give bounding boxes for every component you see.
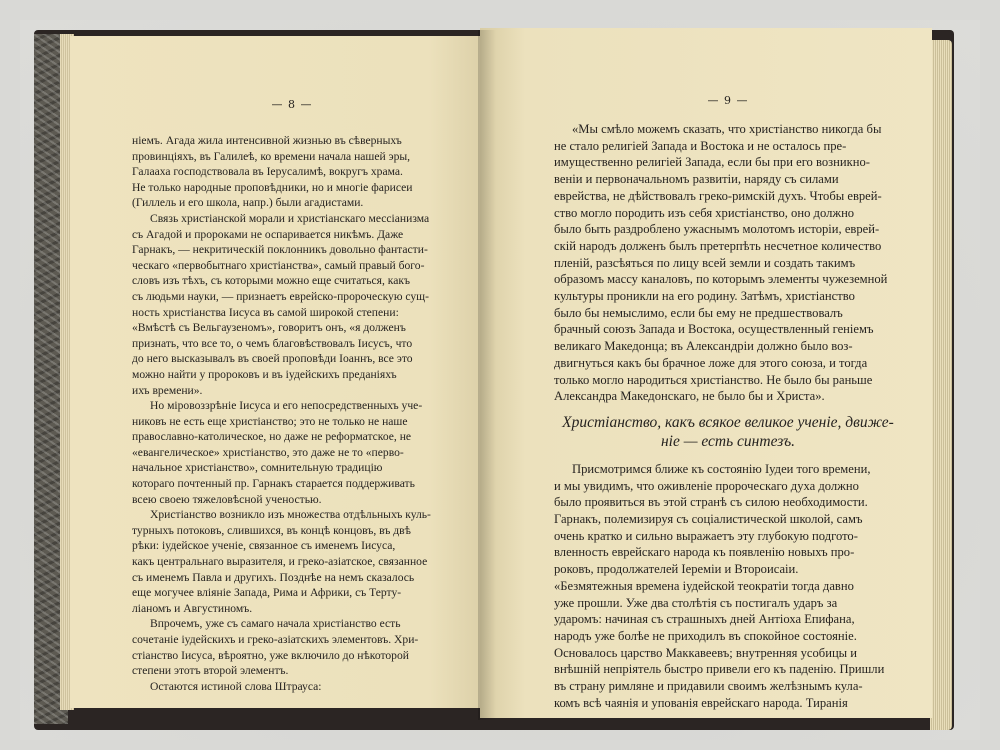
text-line: словъ изъ тѣхъ, съ которыми можно еще считаться, какъ — [132, 274, 410, 288]
page-number-left: — 8 — — [271, 98, 313, 111]
text-line: «евангелическое» христіанство, это даже не то «перво- — [132, 445, 404, 459]
text-line: ческаго «первобытнаго христіанства», самый правый бого- — [132, 258, 425, 272]
text-line: Гарнакъ, полемизируя съ соціалистической школой, самъ — [554, 512, 863, 527]
text-line: Гарнакъ, — некритическій поклонникъ довольно фантасти- — [132, 243, 428, 257]
right-page-edges — [930, 40, 952, 730]
text-line: начальное христіанство», сомнительную традицію — [132, 461, 383, 475]
text-line: скій народъ долженъ былъ претерпѣть несчетное количество — [554, 238, 882, 253]
text-line: стіанство Іисуса, вѣроятно, уже включило до нѣкоторой — [132, 648, 409, 662]
book-gutter — [478, 30, 496, 720]
text-line: было проявиться въ этой странѣ съ силою необходимости. — [554, 495, 868, 510]
text-line: Александра Македонскаго, не было бы и Христа». — [554, 389, 825, 404]
text-line: было бы немыслимо, если бы ему не предшествовалъ — [554, 305, 843, 320]
section-heading — [554, 413, 902, 451]
text-line: образомъ массу каналовъ, по которымъ элементы чужеземной — [554, 272, 888, 287]
text-line: (Гиллель и его школа, напр.) были агадистами. — [132, 196, 364, 210]
text-line: пленій, разсѣяться по лицу всей земли и создать такимъ — [554, 255, 856, 270]
left-page-text — [132, 133, 452, 694]
text-line: было быть раздроблено ужаснымъ молотомъ исторіи, еврей- — [554, 222, 880, 237]
text-line: еврейства, не дѣйствовалъ греко-римскій духъ. Чтобы еврей- — [554, 188, 882, 203]
text-line: никовъ не есть еще христіанство; это не только не наше — [132, 414, 408, 428]
text-line: всею своею тяжеловѣсной ученостью. — [132, 492, 322, 506]
text-line: народъ уже болѣе не приходилъ въ спокойное состояніе. — [554, 628, 857, 643]
text-line: Галааха господствовала въ Іерусалимѣ, вокругъ храма. — [132, 165, 403, 179]
text-line: ихъ времени». — [132, 383, 203, 397]
text-line: съ именемъ Павла и другихъ. Позднѣе на немъ сказалось — [132, 570, 415, 584]
text-line: ніемъ. Агада жила интенсивной жизнью въ сѣверныхъ — [132, 134, 402, 147]
text-line: до него высказывалъ въ своей проповѣди Іоаннъ, все это — [132, 352, 413, 366]
text-line: ліаномъ и Августиномъ. — [132, 601, 253, 615]
text-line: степени этотъ второй элементъ. — [132, 664, 289, 678]
text-line: Впрочемъ, уже съ самаго начала христіанство есть — [150, 617, 401, 631]
strauss-quote — [554, 121, 902, 405]
text-line: съ людьми науки, — признаетъ еврейско-пророческую сущ- — [132, 289, 429, 303]
text-line: имущественно религіей Запада, если бы при его возникно- — [554, 155, 870, 170]
text-line: только могло народиться христіанство. Не было бы раньше — [554, 372, 873, 387]
right-page — [480, 28, 932, 718]
text-line: культуры проникли на его родину. Затѣмъ, христіанство — [554, 289, 855, 304]
text-line: очень кратко и сильно выражаетъ эту глубокую подгото- — [554, 528, 858, 543]
text-line: въ страну римляне и придавили своимъ желѣзнымъ кула- — [554, 679, 863, 694]
text-line: еще могучее вліяніе Запада, Рима и Африки, съ Терту- — [132, 586, 402, 600]
text-line: двигнуться какъ бы брачное ложе для этого союза, и тогда — [554, 355, 868, 370]
text-line: внѣшній непріятель быстро привели его къ паденію. Пришли — [554, 662, 885, 677]
text-line: веніи и первоначальномъ развитіи, наряду съ силами — [554, 172, 839, 187]
page-number-right: — 9 — — [707, 94, 749, 107]
section-heading-line-2: ніе — есть синтезъ. — [660, 432, 796, 450]
text-line: брачный союзъ Запада и Востока, осуществленный геніемъ — [554, 322, 874, 337]
right-page-body — [554, 461, 902, 712]
text-line: Присмотримся ближе къ состоянію Іудеи того времени, — [572, 461, 871, 476]
text-line: роковъ, продолжателей Іереміи и Второисаіи. — [554, 562, 799, 577]
text-line: ность христіанства Іисуса въ самой широкой степени: — [132, 305, 399, 319]
text-line: Основалось царство Маккавеевъ; внутренняя усобицы и — [554, 645, 858, 660]
text-line: уже прошли. Уже два столѣтія съ постигалъ ударъ за — [554, 595, 838, 610]
text-line: православно-католическое, но даже не реформатское, не — [132, 430, 412, 444]
text-line: и мы увидимъ, что оживленіе пророческаго духа должно — [554, 478, 859, 493]
text-line: рѣки: іудейское ученіе, связанное съ именемъ Іисуса, — [132, 539, 396, 553]
text-line: Не только народные проповѣдники, но и многіе фарисеи — [132, 180, 413, 194]
text-line: вленность еврейскаго народа къ появленію новыхъ про- — [554, 545, 855, 560]
text-line: признать, что все то, о чемъ благовѣствовалъ Іисусъ, что — [132, 336, 413, 350]
text-line: какъ центральнаго выразителя, и греко-азіатское, связанное — [132, 555, 428, 569]
text-line: можно найти у пророковъ и въ іудейскихъ преданіяхъ — [132, 367, 397, 381]
text-line: ство могло породить изъ себя христіанство, оно должно — [554, 205, 855, 220]
text-line: сочетаніе іудейскихъ и греко-азіатскихъ элементовъ. Хри- — [132, 633, 419, 646]
left-page — [70, 36, 492, 708]
text-line: «Мы смѣло можемъ сказать, что христіанство никогда бы — [572, 122, 882, 136]
text-line: ударомъ: начиная съ страшныхъ дней Антіоха Епифана, — [554, 612, 855, 627]
text-line: Связь христіанской морали и христіанскаго мессіанизма — [150, 211, 430, 225]
text-line: Христіанство возникло изъ множества отдѣльныхъ куль- — [150, 508, 431, 522]
text-line: Но міровоззрѣніе Іисуса и его непосредственныхъ уче- — [150, 399, 423, 413]
text-line: не стало религіей Запада и Востока и не осталось пре- — [554, 138, 847, 153]
text-line: Остаются истиной слова Штрауса: — [150, 679, 322, 693]
text-line: «Вмѣстѣ съ Вельгаузеномъ», говоритъ онъ, «я долженъ — [132, 321, 406, 335]
text-line: котораго почтенный пр. Гарнакъ старается поддерживать — [132, 477, 415, 491]
text-line: великаго Македонца; въ Александріи должно было воз- — [554, 339, 853, 354]
text-line: турныхъ потоковъ, слившихся, въ концѣ концовъ, въ двѣ — [132, 523, 411, 537]
text-line: комъ всѣ чаянія и упованія еврейскаго народа. Тиранія — [554, 695, 848, 710]
text-line: «Безмятежныя времена іудейской теократіи тогда давно — [554, 578, 854, 593]
section-heading-line-1: Христіанство, какъ всякое великое ученіе, движе- — [562, 413, 894, 431]
text-line: съ Агадой и пророками не оспаривается никѣмъ. Даже — [132, 227, 404, 241]
text-line: провинціяхъ, въ Галилеѣ, ко времени начала нашей эры, — [132, 149, 411, 163]
